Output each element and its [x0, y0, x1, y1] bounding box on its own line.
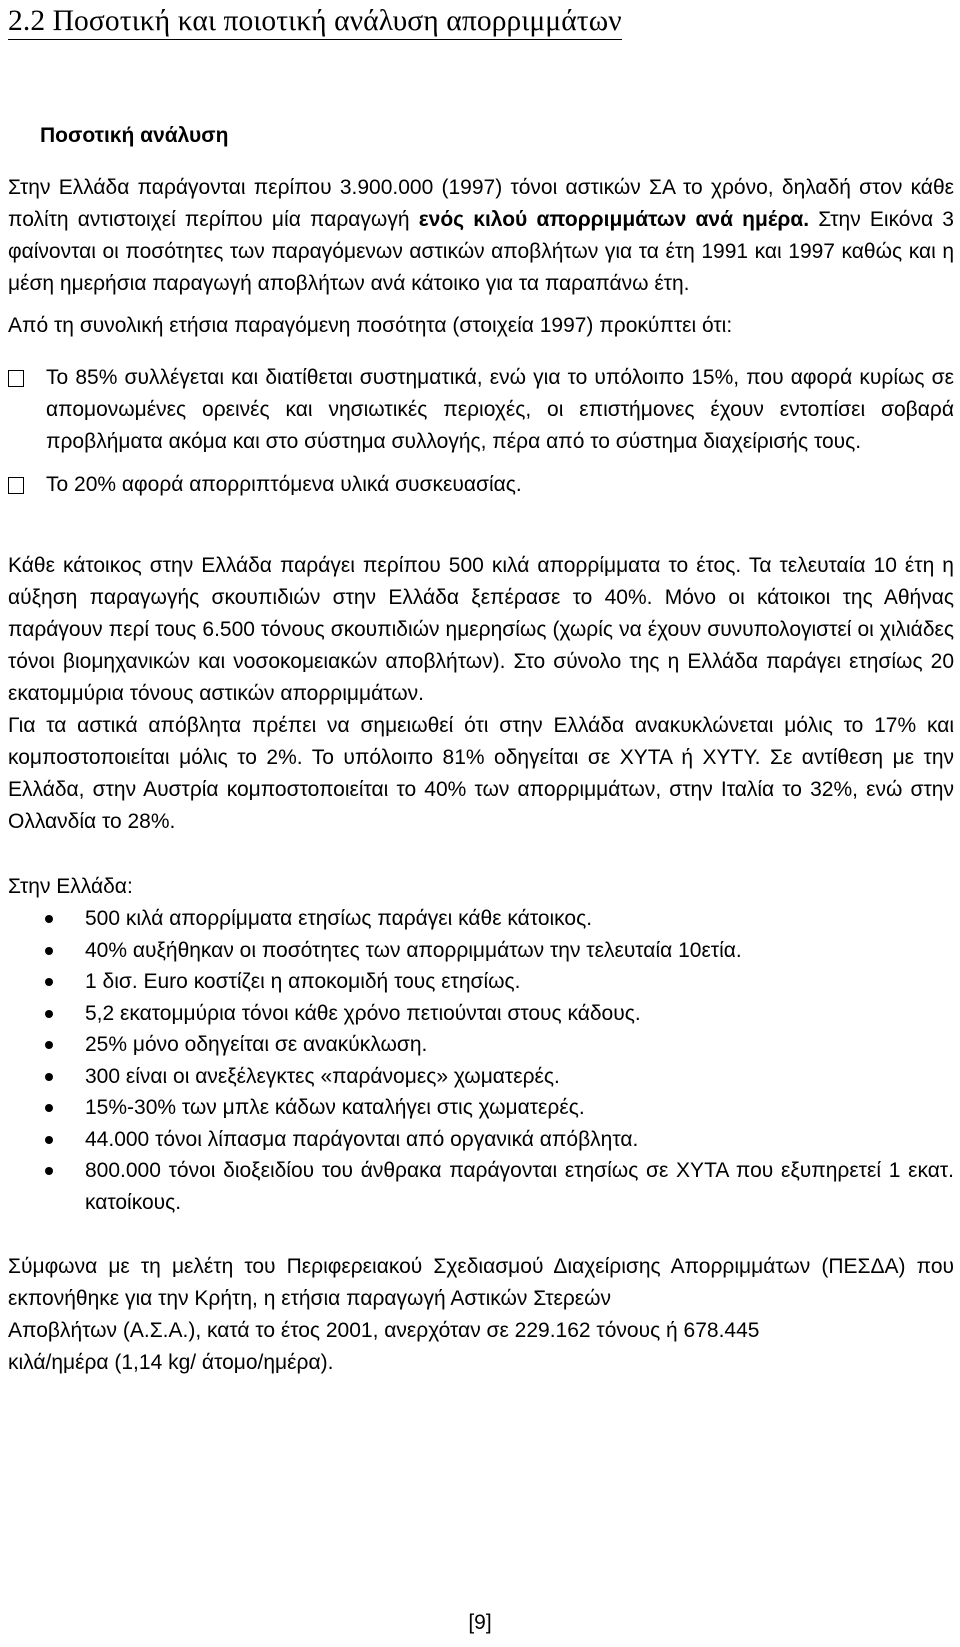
- paragraph-recycling: Για τα αστικά απόβλητα πρέπει να σημειωθεί ότι στην Ελλάδα ανακυκλώνεται μόλις το 17% και κομποστοποιείται μόλις το 2%. Το υπόλοιπο 81% οδηγείται σε ΧΥΤΑ ή ΧΥΤΥ. Σε αντίθεση με την Ελλάδα, στην Αυστρία κομποστοποιείται το 40% των απορριμμάτων, στην Ιταλία το 32%, ενώ στην Ολλανδία το 28%.: [8, 714, 954, 833]
- bullet-dot-icon: [45, 1041, 53, 1049]
- bullet-item-text: 44.000 τόνοι λίπασμα παράγονται από οργανικά απόβλητα.: [85, 1127, 639, 1151]
- bullet-item-text: 500 κιλά απορρίμματα ετησίως παράγει κάθε κάτοικος.: [85, 907, 593, 930]
- bullet-list: [8, 903, 954, 1218]
- bullet-dot-icon: [45, 947, 53, 955]
- bullet-list-item: [8, 1029, 954, 1061]
- bullet-list-item: [8, 903, 954, 935]
- paragraph-intro: [8, 172, 954, 300]
- document-page: [8, 0, 954, 1379]
- subsection-heading: Ποσοτική ανάλυση: [40, 124, 229, 147]
- paragraph-intro-text-b: Στην Εικόνα 3 φαίνονται οι ποσότητες των παραγόμενων αστικών αποβλήτων για τα έτη 1991 και 1997 καθώς και η μέση ημερήσια παραγωγή αποβλήτων ανά κάτοικο για τα παραπάνω έτη.: [8, 208, 954, 295]
- paragraph-per-capita: Κάθε κάτοικος στην Ελλάδα παράγει περίπου 500 κιλά απορρίμματα το έτος. Τα τελευταία 10 έτη η αύξηση παραγωγής σκουπιδιών στην Ελλάδα ξεπέρασε το 40%. Μόνο οι κάτοικοι της Αθήνας παράγουν περί τους 6.500 τόνους σκουπιδιών ημερησίως (χωρίς να έχουν συνυπολογιστεί οι χιλιάδες τόνοι βιομηχανικών και νοσοκομειακών αποβλήτων). Στο σύνολο της η Ελλάδα παράγει ετησίως 20 εκατομμύρια τόνους αστικών απορριμμάτων.: [8, 554, 954, 705]
- bullet-list-item: [8, 998, 954, 1030]
- bullet-dot-icon: [45, 1167, 53, 1175]
- paragraph-intro-bold: ενός κιλού απορριμμάτων ανά ημέρα.: [418, 208, 810, 231]
- paragraph-crete-line-3: κιλά/ημέρα (1,14 kg/ άτομο/ημέρα).: [8, 1351, 334, 1374]
- checkbox-square-icon: [8, 370, 24, 387]
- paragraph-greece-intro: Στην Ελλάδα:: [8, 875, 133, 898]
- paragraph-intro-text-a: Στην Ελλάδα παράγονται περίπου 3.900.000 (1997) τόνοι αστικών ΣΑ το χρόνο, δηλαδή στον κάθε πολίτη αντιστοιχεί περίπου μία παραγωγή: [8, 176, 954, 231]
- checkbox-item-text: Το 85% συλλέγεται και διατίθεται συστηματικά, ενώ για το υπόλοιπο 15%, που αφορά κυρίως σε απομονωμένες ορεινές και νησιωτικές περιοχές, οι επιστήμονες έχουν εντοπίσει σοβαρά προβλήματα ακόμα και στο σύστημα συλλογής, πέρα από το σύστημα διαχείρισής τους.: [46, 366, 954, 453]
- bullet-dot-icon: [45, 1010, 53, 1018]
- checkbox-list: [8, 362, 954, 501]
- bullet-list-item: [8, 935, 954, 967]
- checkbox-list-item: [8, 469, 954, 501]
- bullet-item-text: 300 είναι οι ανεξέλεγκτες «παράνομες» χωματερές.: [85, 1064, 560, 1088]
- bullet-list-item: [8, 966, 954, 998]
- bullet-list-item: [8, 1061, 954, 1093]
- paragraph-crete-line-2: Αποβλήτων (Α.Σ.Α.), κατά το έτος 2001, ανερχόταν σε 229.162 τόνους ή 678.445: [8, 1319, 760, 1342]
- bullet-list-item: [8, 1124, 954, 1156]
- bullet-item-text: 40% αυξήθηκαν οι ποσότητες των απορριμμάτων την τελευταία 10ετία.: [85, 938, 742, 962]
- bullet-item-text: 1 δισ. Euro κοστίζει η αποκομιδή τους ετησίως.: [85, 970, 521, 993]
- bullet-dot-icon: [45, 915, 53, 923]
- paragraph-crete-line-1: Σύμφωνα με τη μελέτη του Περιφερειακού Σχεδιασμού Διαχείρισης Απορριμμάτων (ΠΕΣΔΑ) που εκπονήθηκε για την Κρήτη, η ετήσια παραγωγή Αστικών Στερεών: [8, 1255, 954, 1310]
- section-heading: 2.2 Ποσοτική και ποιοτική ανάλυση απορριμμάτων: [8, 3, 622, 40]
- bullet-dot-icon: [45, 1104, 53, 1112]
- bullet-dot-icon: [45, 1136, 53, 1144]
- bullet-item-text: 5,2 εκατομμύρια τόνοι κάθε χρόνο πετιούνται στους κάδους.: [85, 1001, 641, 1025]
- checkbox-item-text: Το 20% αφορά απορριπτόμενα υλικά συσκευασίας.: [46, 473, 522, 496]
- paragraph-crete-study: [8, 1251, 954, 1379]
- bullet-item-text: 15%-30% των μπλε κάδων καταλήγει στις χωματερές.: [85, 1096, 585, 1119]
- checkbox-list-item: [8, 362, 954, 458]
- paragraph-total-production: Από τη συνολική ετήσια παραγόμενη ποσότητα (στοιχεία 1997) προκύπτει ότι:: [8, 314, 733, 337]
- bullet-list-item: [8, 1155, 954, 1218]
- checkbox-square-icon: [8, 477, 24, 494]
- bullet-item-text: 800.000 τόνοι διοξειδίου του άνθρακα παράγονται ετησίως σε ΧΥΤΑ που εξυπηρετεί 1 εκατ. κατοίκους.: [85, 1159, 954, 1214]
- bullet-dot-icon: [45, 1073, 53, 1081]
- page-number: [9]: [468, 1611, 492, 1634]
- bullet-list-item: [8, 1092, 954, 1124]
- bullet-dot-icon: [45, 978, 53, 986]
- bullet-item-text: 25% μόνο οδηγείται σε ανακύκλωση.: [85, 1033, 428, 1056]
